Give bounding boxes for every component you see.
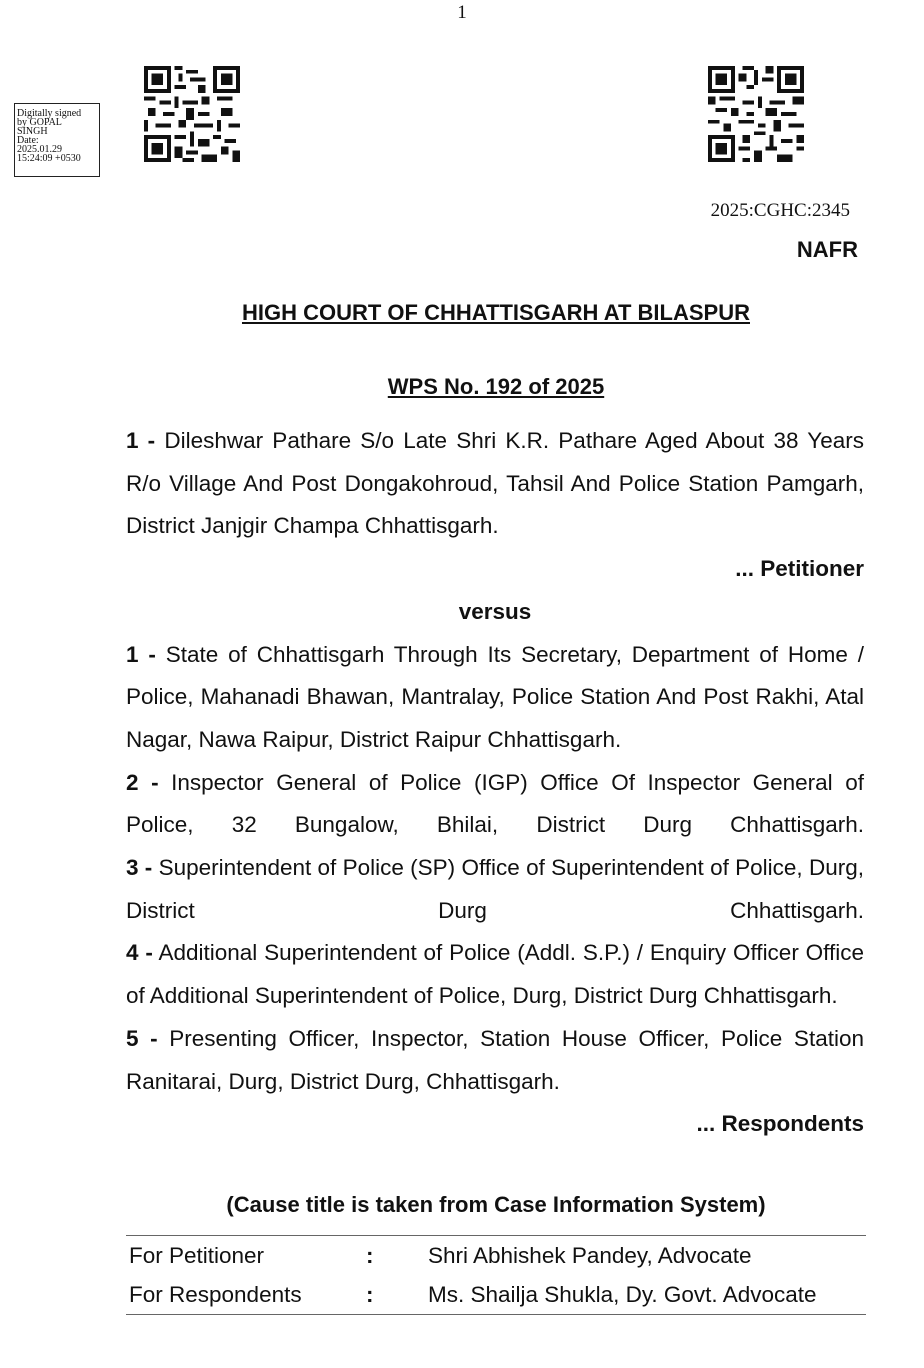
digital-signature-box bbox=[14, 103, 100, 177]
cause-title-note: (Cause title is taken from Case Information System) bbox=[226, 1192, 766, 1217]
counsel-separator: : bbox=[366, 1242, 374, 1268]
signature-line: SINGH bbox=[17, 126, 48, 137]
signature-line: by GOPAL bbox=[17, 117, 62, 128]
signature-line: 2025.01.29 bbox=[17, 144, 62, 155]
counsel-name: Ms. Shailja Shukla, Dy. Govt. Advocate bbox=[428, 1281, 817, 1307]
page-number: 1 bbox=[457, 2, 467, 23]
entry-text: Presenting Officer, Inspector, Station House Officer, Police Station Ranitarai, Durg, District Durg, Chhattisgarh. bbox=[126, 1025, 864, 1094]
entry-text: Dileshwar Pathare S/o Late Shri K.R. Pathare Aged About 38 Years R/o Village And Post Dongakohroud, Tahsil And Police Station Pamgarh, District Janjgir Champa Chhattisgarh. bbox=[126, 428, 864, 539]
signature-line: Date: bbox=[17, 135, 39, 146]
counsel-label: For Petitioner bbox=[129, 1242, 265, 1268]
entry-number: 3 - bbox=[126, 855, 153, 881]
counsel-label: For Respondents bbox=[129, 1281, 302, 1307]
qr-code-left bbox=[144, 66, 240, 162]
versus-label: versus bbox=[458, 598, 532, 624]
respondent-entry bbox=[126, 1018, 864, 1103]
case-number: WPS No. 192 of 2025 bbox=[387, 374, 605, 399]
counsel-table bbox=[126, 1235, 866, 1315]
counsel-row bbox=[126, 1236, 866, 1275]
cause-title-body bbox=[126, 420, 864, 1146]
entry-text: Inspector General of Police (IGP) Office Of Inspector General of Police, 32 Bungalow, Bhilai, District Durg Chhattisgarh. bbox=[126, 769, 864, 838]
signature-line: 15:24:09 +0530 bbox=[17, 153, 81, 164]
entry-number: 1 - bbox=[126, 641, 156, 667]
court-title: HIGH COURT OF CHHATTISGARH AT BILASPUR bbox=[241, 300, 750, 325]
respondent-entry bbox=[126, 634, 864, 762]
respondent-entry bbox=[126, 932, 864, 1017]
entry-number: 1 - bbox=[126, 428, 156, 453]
entry-text: Superintendent of Police (SP) Office of Superintendent of Police, Durg, District Durg Chhattisgarh. bbox=[126, 855, 864, 923]
respondents-label: ... Respondents bbox=[696, 1111, 864, 1137]
entry-number: 2 - bbox=[126, 769, 159, 795]
respondent-entry bbox=[126, 762, 864, 847]
entry-number: 5 - bbox=[126, 1025, 158, 1051]
entry-text: Additional Superintendent of Police (Addl. S.P.) / Enquiry Officer Office of Additional Superintendent of Police, Durg, District Durg Chhattisgarh. bbox=[126, 940, 865, 1009]
counsel-separator: : bbox=[366, 1281, 374, 1307]
signature-line: Digitally signed bbox=[17, 108, 82, 119]
qr-code-right bbox=[708, 66, 804, 162]
nafr-label: NAFR bbox=[796, 237, 858, 262]
counsel-row bbox=[126, 1275, 866, 1314]
respondent-entry bbox=[126, 847, 864, 932]
counsel-name: Shri Abhishek Pandey, Advocate bbox=[428, 1242, 752, 1268]
neutral-citation: 2025:CGHC:2345 bbox=[710, 200, 850, 221]
entry-text: State of Chhattisgarh Through Its Secretary, Department of Home / Police, Mahanadi Bhawan, Mantralay, Police Station And Post Rakhi, Atal Nagar, Nawa Raipur, District Raipur Chhattisgarh. bbox=[126, 641, 864, 752]
petitioner-label: ... Petitioner bbox=[735, 556, 864, 582]
petitioner-entry bbox=[126, 420, 864, 548]
entry-number: 4 - bbox=[126, 940, 153, 966]
